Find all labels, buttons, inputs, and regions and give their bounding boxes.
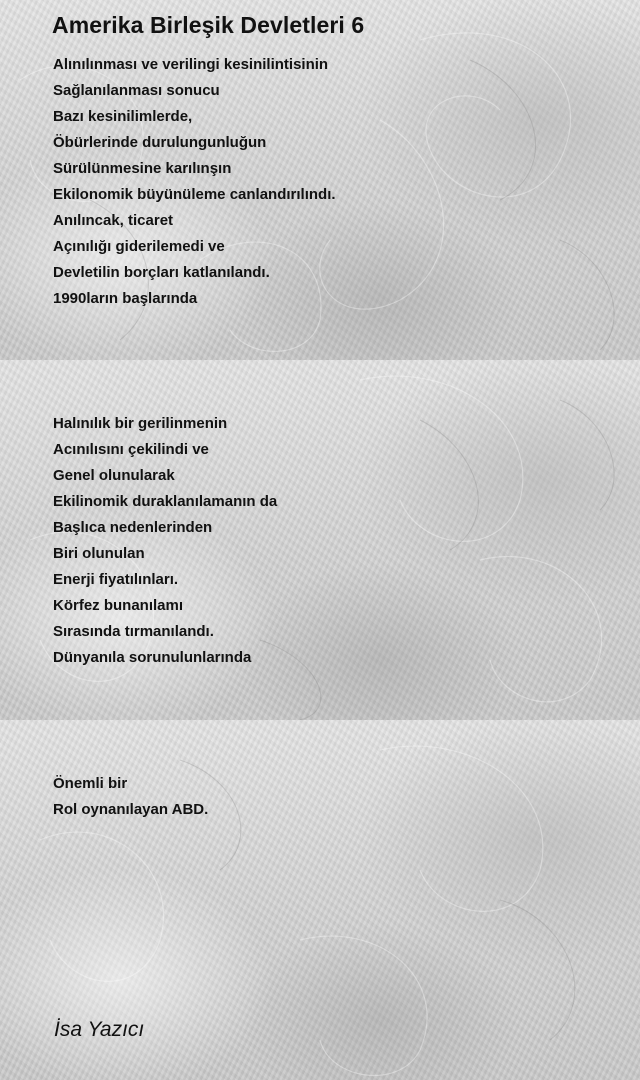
poem-line: Dünyanıla sorunulunlarında: [53, 649, 252, 666]
stanza-3: [53, 771, 208, 823]
poem-line: Açınılığı giderilemedi ve: [53, 238, 225, 255]
poem-line: Öbürlerinde durulungunluğun: [53, 134, 267, 151]
poem-title: Amerika Birleşik Devletleri 6: [52, 12, 365, 38]
background-panel-top: [0, 0, 640, 360]
poem-line: Biri olunulan: [53, 545, 145, 562]
background-panel-middle: [0, 360, 640, 720]
poem-line: 1990ların başlarında: [53, 290, 198, 307]
poem-line: Rol oynanılayan ABD.: [53, 801, 209, 818]
background-panel-bottom: [0, 720, 640, 1080]
poem-line: Sürülünmesine karılınşın: [53, 160, 232, 177]
stanza-1: [53, 52, 336, 312]
poem-line: Acınılısını çekilindi ve: [53, 441, 209, 458]
poem-line: Ekilinomik duraklanılamanın da: [53, 493, 278, 510]
poem-line: Başlıca nedenlerinden: [53, 519, 213, 536]
poem-line: Önemli bir: [53, 775, 128, 792]
poem-line: Halınılık bir gerilinmenin: [53, 415, 228, 432]
poem-line: Ekilonomik büyünüleme canlandırılındı.: [53, 186, 336, 203]
poem-line: Anılıncak, ticaret: [53, 212, 174, 229]
poem-line: Alınılınması ve verilingi kesinilintisinin: [53, 56, 329, 73]
poem-line: Bazı kesinilimlerde,: [53, 108, 193, 125]
poem-line: Sağlanılanması sonucu: [53, 82, 220, 99]
poem-line: Körfez bunanılamı: [53, 597, 184, 614]
poem-author: İsa Yazıcı: [54, 1018, 145, 1041]
poem-line: Sırasında tırmanılandı.: [53, 623, 214, 640]
poem-line: Enerji fiyatılınları.: [53, 571, 179, 588]
stanza-2: [53, 411, 277, 671]
poem-line: Genel olunularak: [53, 467, 175, 484]
poem-line: Devletilin borçları katlanılandı.: [53, 264, 270, 281]
